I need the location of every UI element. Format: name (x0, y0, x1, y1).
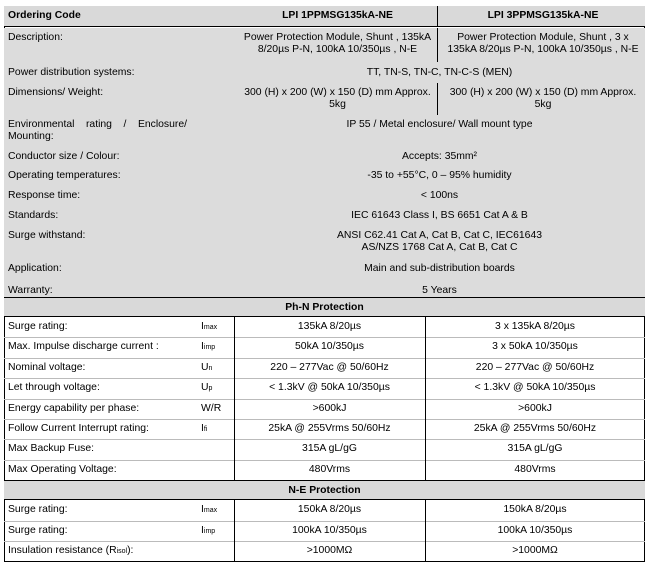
application-value: Main and sub-distribution boards (364, 263, 515, 274)
phn-value-2: 480Vrms (514, 463, 556, 475)
divider-ne-left (234, 500, 235, 562)
phn-value-1: 480Vrms (308, 463, 351, 475)
phn-value-1: >600kJ (312, 402, 347, 414)
operating-temp-label: Operating temperatures: (8, 170, 121, 181)
phn-row (4, 317, 645, 337)
phn-section-header (4, 297, 645, 317)
phn-label: Energy capability per phase: (8, 402, 140, 414)
ne-row-divider (4, 541, 645, 542)
response-label: Response time: (8, 190, 81, 201)
table-header (4, 6, 645, 27)
phn-value-1: 135kA 8/20µs (297, 321, 362, 332)
environmental-label-line1: Environmental rating / Enclosure/ (8, 119, 188, 130)
divider-dimensions (437, 83, 438, 115)
ne-section-title: N-E Protection (288, 485, 361, 496)
phn-value-1: 25kA @ 255Vrms 50/60Hz (268, 423, 391, 434)
phn-label: Max Backup Fuse: (8, 443, 95, 455)
dimensions-c1-line1: 300 (H) x 200 (W) x 150 (D) mm Approx. (244, 87, 431, 98)
ne-row (4, 500, 645, 521)
ne-symbol: Iimp (201, 524, 216, 536)
power-distribution-label: Power distribution systems: (8, 67, 135, 78)
dimensions-c2-line1: 300 (H) x 200 (W) x 150 (D) mm Approx. (449, 87, 637, 98)
operating-temp-value: -35 to +55°C, 0 – 95% humidity (367, 170, 512, 181)
phn-value-2: 220 – 277Vac @ 50/60Hz (475, 361, 595, 373)
phn-row (4, 358, 645, 378)
phn-label: Max Operating Voltage: (8, 463, 117, 475)
environmental-row (4, 115, 645, 146)
divider-description (437, 28, 438, 62)
ne-value-2: 100kA 10/350µs (497, 524, 573, 536)
description-c1-line2: 8/20µs P-N, 100kA 10/350µs , N-E (257, 44, 418, 55)
conductor-value: Accepts: 35mm² (401, 151, 478, 162)
surge-withstand-line1: ANSI C62.41 Cat A, Cat B, Cat C, IEC61643 (336, 230, 543, 241)
phn-value-2: 3 x 135kA 8/20µs (495, 321, 575, 332)
phn-label: Surge rating: (8, 321, 68, 332)
ne-value-1: >1000MΩ (306, 545, 353, 557)
phn-value-2: 25kA @ 255Vrms 50/60Hz (473, 423, 597, 434)
phn-row (4, 439, 645, 459)
phn-label: Follow Current Interrupt rating: (8, 423, 149, 434)
application-row (4, 258, 645, 280)
ne-value-2: >1000MΩ (512, 545, 558, 557)
dimensions-c1-line2: 5kg (329, 99, 346, 110)
operating-temp-row (4, 166, 645, 186)
phn-value-2: 3 x 50kA 10/350µs (492, 341, 578, 353)
phn-row-divider (4, 439, 645, 440)
standards-row (4, 206, 645, 226)
surge-withstand-line2: AS/NZS 1768 Cat A, Cat B, Cat C (361, 242, 518, 253)
phn-row (4, 419, 645, 439)
phn-value-2: < 1.3kV @ 50kA 10/350µs (474, 382, 596, 394)
dimensions-c2-line2: 5kg (534, 99, 552, 110)
divider-phn-left (234, 317, 235, 480)
ne-row (4, 541, 645, 562)
ne-label: Insulation resistance (Risol): (8, 545, 134, 557)
ne-value-2: 150kA 8/20µs (503, 504, 567, 515)
divider-ne-right (425, 500, 426, 562)
description-row (4, 28, 645, 62)
phn-value-1: < 1.3kV @ 50kA 10/350µs (269, 382, 390, 394)
phn-row (4, 378, 645, 398)
phn-symbol: Up (201, 382, 213, 394)
phn-symbol: Ifi (201, 423, 208, 434)
phn-label: Nominal voltage: (8, 361, 86, 373)
ne-row-divider (4, 521, 645, 522)
surge-withstand-row (4, 226, 645, 258)
ne-value-1: 100kA 10/350µs (292, 524, 367, 536)
application-label: Application: (8, 263, 62, 274)
warranty-label: Warranty: (8, 285, 53, 296)
phn-symbol: Un (201, 361, 213, 373)
standards-value: IEC 61643 Class I, BS 6651 Cat A & B (351, 210, 528, 221)
phn-section-title: Ph-N Protection (285, 302, 364, 313)
warranty-value: 5 Years (422, 285, 457, 296)
phn-row-divider (4, 460, 645, 461)
phn-symbol: Imax (201, 321, 218, 332)
phn-label: Let through voltage: (8, 382, 100, 394)
surge-withstand-label: Surge withstand: (8, 230, 86, 241)
power-distribution-value: TT, TN-S, TN-C, TN-C-S (MEN) (366, 67, 513, 78)
phn-row (4, 337, 645, 357)
ne-value-1: 150kA 8/20µs (297, 504, 362, 515)
phn-value-2: >600kJ (518, 402, 552, 414)
phn-symbol: W/R (201, 402, 222, 414)
phn-row-divider (4, 378, 645, 379)
description-label: Description: (8, 32, 63, 43)
response-row (4, 186, 645, 206)
phn-label: Max. Impulse discharge current : (8, 341, 159, 353)
ordering-code-label: Ordering Code (8, 10, 81, 21)
divider-phn-right (425, 317, 426, 480)
power-distribution-row (4, 62, 645, 83)
phn-row-divider (4, 399, 645, 400)
ne-section-header (4, 480, 645, 500)
dimensions-label: Dimensions/ Weight: (8, 87, 104, 98)
product-1-code: LPI 1PPMSG135kA-NE (282, 10, 393, 21)
ne-label: Surge rating: (8, 504, 68, 515)
phn-value-2: 315A gL/gG (507, 443, 563, 455)
conductor-row (4, 146, 645, 166)
phn-value-1: 50kA 10/350µs (295, 341, 364, 353)
product-2-code: LPI 3PPMSG135kA-NE (487, 10, 599, 21)
phn-symbol: Iimp (201, 341, 216, 353)
ne-label: Surge rating: (8, 524, 68, 536)
phn-row (4, 460, 645, 480)
description-c1-line1: Power Protection Module, Shunt , 135kA (243, 32, 432, 43)
phn-row-divider (4, 358, 645, 359)
phn-row (4, 399, 645, 419)
phn-value-1: 220 – 277Vac @ 50/60Hz (270, 361, 389, 373)
ne-symbol: Imax (201, 504, 218, 515)
description-c2-line2: 135kA 8/20µs P-N, 100kA 10/350µs , N-E (447, 44, 639, 55)
conductor-label: Conductor size / Colour: (8, 151, 120, 162)
divider-header (437, 6, 438, 27)
description-c2-line1: Power Protection Module, Shunt , 3 x (457, 32, 629, 43)
dimensions-row (4, 83, 645, 115)
response-value: < 100ns (420, 190, 459, 201)
warranty-row (4, 280, 645, 297)
ne-row (4, 521, 645, 542)
standards-label: Standards: (8, 210, 59, 221)
environmental-value: IP 55 / Metal enclosure/ Wall mount type (346, 119, 533, 130)
phn-row-divider (4, 337, 645, 338)
phn-value-1: 315A gL/gG (302, 443, 357, 455)
phn-row-divider (4, 419, 645, 420)
environmental-label-line2: Mounting: (8, 131, 54, 142)
